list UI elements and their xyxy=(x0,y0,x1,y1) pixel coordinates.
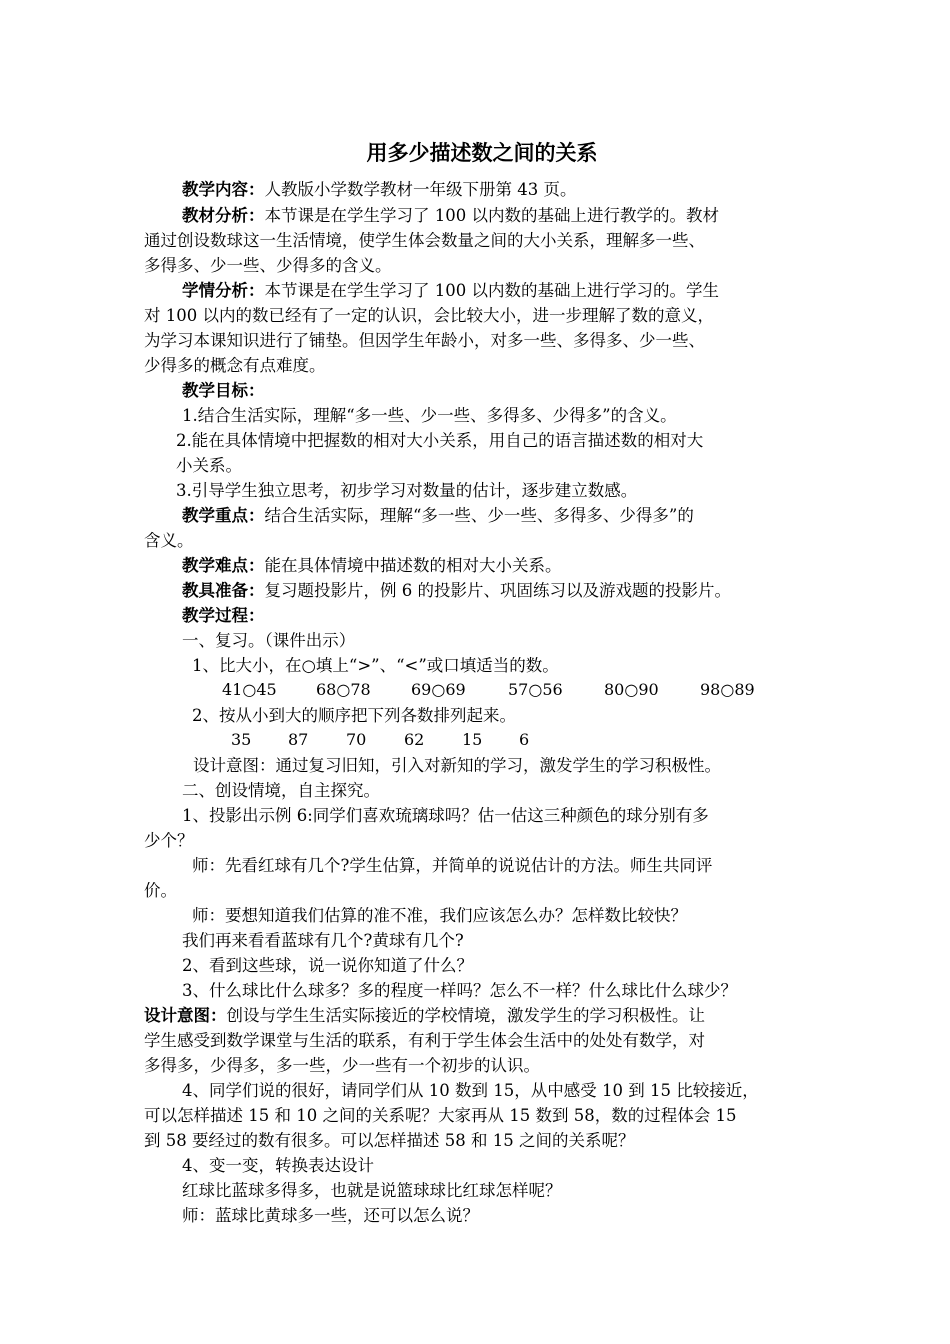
sort-number: 35 xyxy=(231,730,252,749)
review-question-2: 2、按从小到大的顺序把下列各数排列起来。 xyxy=(192,706,516,725)
step1-line-b: 少个？ xyxy=(144,831,194,850)
design-label-2: 设计意图： xyxy=(144,1006,227,1025)
step3-line: 3、什么球比什么球多？多的程度一样吗？怎么不一样？什么球比什么球少？ xyxy=(182,981,737,1000)
teacher-line-1b: 价。 xyxy=(144,881,177,900)
compare-item: 68○78 xyxy=(316,680,371,699)
page-title: 用多少描述数之间的关系 xyxy=(366,141,598,165)
key-text-1: 结合生活实际，理解“多一些、少一些、多得多、少得多”的 xyxy=(264,506,694,525)
goals-heading: 教学目标： xyxy=(182,381,265,400)
red-blue-line: 红球比蓝球多得多，也就是说篮球球比红球怎样呢？ xyxy=(182,1181,562,1200)
material-line-3: 多得多、少一些、少得多的含义。 xyxy=(144,256,392,275)
design-2-line-a xyxy=(144,1003,705,1028)
tools-label: 教具准备： xyxy=(182,581,265,600)
sort-number: 62 xyxy=(404,730,425,749)
step4b-line: 4、变一变，转换表达设计 xyxy=(182,1156,374,1175)
goal-1: 1.结合生活实际，理解“多一些、少一些、多得多、少得多”的含义。 xyxy=(182,406,677,425)
step1-line-a: 1、投影出示例 6:同学们喜欢琉璃球吗？估一估这三种颜色的球分别有多 xyxy=(182,806,709,825)
design-2-line-c: 多得多，少得多，多一些，少一些有一个初步的认识。 xyxy=(144,1056,540,1075)
section-2-heading: 二、创设情境，自主探究。 xyxy=(182,781,380,800)
material-label: 教材分析： xyxy=(182,206,265,225)
difficulty-text: 能在具体情境中描述数的相对大小关系。 xyxy=(264,556,562,575)
student-line-4: 少得多的概念有点难度。 xyxy=(144,356,326,375)
blue-yellow-line: 我们再来看看蓝球有几个?黄球有几个? xyxy=(182,931,464,950)
compare-item: 98○89 xyxy=(700,680,755,699)
design-2-line-b: 学生感受到数学课堂与生活的联系，有利于学生体会生活中的处处有数学，对 xyxy=(144,1031,705,1050)
design-2-text-a: 创设与学生生活实际接近的学校情境，激发学生的学习积极性。让 xyxy=(226,1006,705,1025)
compare-item: 41○45 xyxy=(222,680,277,699)
material-text-1: 本节课是在学生学习了 100 以内数的基础上进行教学的。教材 xyxy=(264,206,719,225)
student-text-1: 本节课是在学生学习了 100 以内数的基础上进行学习的。学生 xyxy=(264,281,719,300)
process-heading: 教学过程： xyxy=(182,606,265,625)
student-line-3: 为学习本课知识进行了铺垫。但因学生年龄小，对多一些、多得多、少一些、 xyxy=(144,331,705,350)
teacher-line-1a: 师：先看红球有几个?学生估算，并简单的说说估计的方法。师生共同评 xyxy=(192,856,713,875)
material-line-2: 通过创设数球这一生活情境，使学生体会数量之间的大小关系，理解多一些、 xyxy=(144,231,705,250)
key-line-1 xyxy=(182,503,694,528)
compare-item: 80○90 xyxy=(604,680,659,699)
goal-3: 3.引导学生独立思考，初步学习对数量的估计，逐步建立数感。 xyxy=(176,481,638,500)
content-label: 教学内容： xyxy=(182,180,265,199)
goal-2a: 2.能在具体情境中把握数的相对大小关系，用自己的语言描述数的相对大 xyxy=(176,431,704,450)
material-line-1 xyxy=(182,203,719,228)
review-heading: 一、复习。（课件出示） xyxy=(182,631,356,650)
design-intent-1: 设计意图：通过复习旧知，引入对新知的学习，激发学生的学习积极性。 xyxy=(193,756,721,775)
sort-row xyxy=(0,728,950,752)
key-label: 教学重点： xyxy=(182,506,265,525)
sort-number: 6 xyxy=(519,730,530,749)
key-line-2: 含义。 xyxy=(144,531,194,550)
content-text: 人教版小学数学教材一年级下册第 43 页。 xyxy=(264,180,577,199)
step2-line: 2、看到这些球，说一说你知道了什么？ xyxy=(182,956,473,975)
compare-row xyxy=(0,678,950,702)
content-line xyxy=(182,177,577,202)
sort-number: 87 xyxy=(288,730,309,749)
student-line-1 xyxy=(182,278,719,303)
student-line-2: 对 100 以内的数已经有了一定的认识，会比较大小，进一步理解了数的意义， xyxy=(144,306,714,325)
sort-number: 15 xyxy=(462,730,483,749)
review-question-1: 1、比大小，在○填上“>”、“<”或口填适当的数。 xyxy=(192,656,559,675)
tools-text: 复习题投影片，例 6 的投影片、巩固练习以及游戏题的投影片。 xyxy=(264,581,731,600)
compare-item: 69○69 xyxy=(411,680,466,699)
tools-line xyxy=(182,578,731,603)
step4-line-b: 可以怎样描述 15 和 10 之间的关系呢？大家再从 15 数到 58，数的过程体会 15 xyxy=(144,1106,737,1125)
student-label: 学情分析： xyxy=(182,281,265,300)
difficulty-label: 教学难点： xyxy=(182,556,265,575)
step4-line-c: 到 58 要经过的数有很多。可以怎样描述 58 和 15 之间的关系呢？ xyxy=(144,1131,635,1150)
sort-number: 70 xyxy=(346,730,367,749)
teacher-line-3: 师：蓝球比黄球多一些，还可以怎么说？ xyxy=(182,1206,479,1225)
step4-line-a: 4、同学们说的很好，请同学们从 10 数到 15，从中感受 10 到 15 比较接近， xyxy=(182,1081,759,1100)
teacher-line-2: 师：要想知道我们估算的准不准，我们应该怎么办？怎样数比较快？ xyxy=(192,906,687,925)
compare-item: 57○56 xyxy=(508,680,563,699)
difficulty-line xyxy=(182,553,562,578)
goal-2b: 小关系。 xyxy=(176,456,242,475)
